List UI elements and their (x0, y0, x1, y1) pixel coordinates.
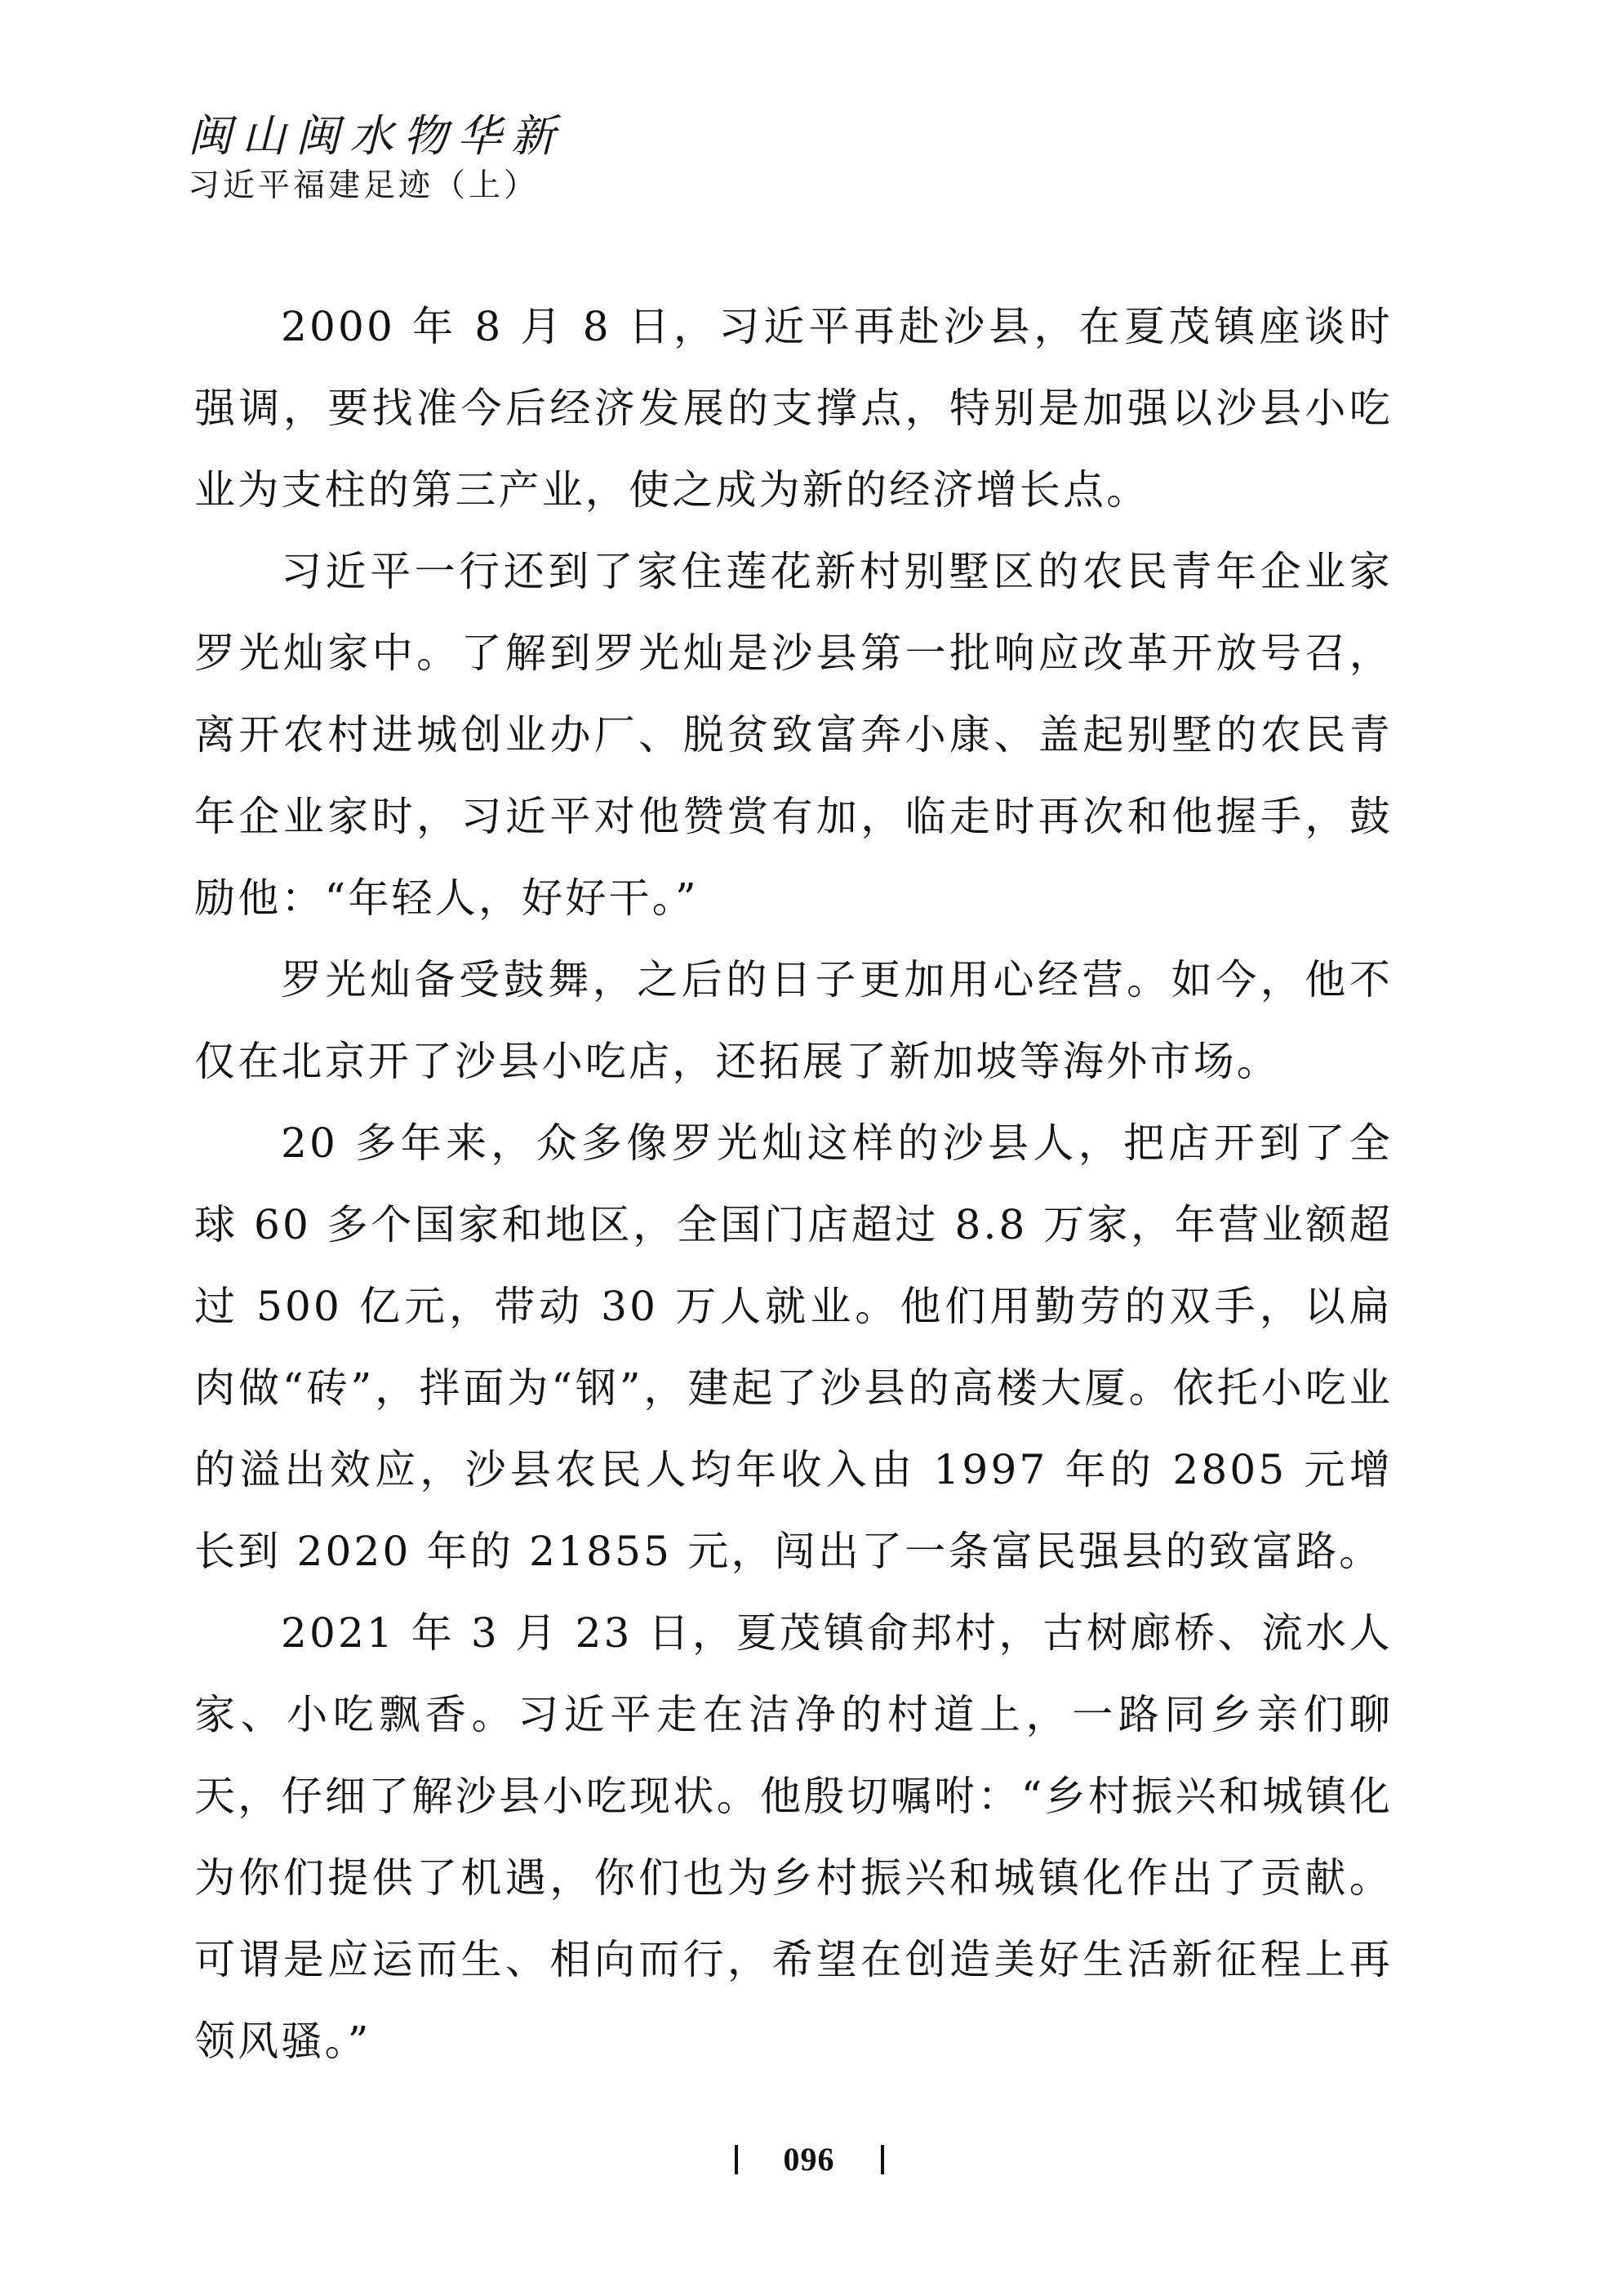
paragraph-1: 2000 年 8 月 8 日，习近平再赴沙县，在夏茂镇座谈时强调，要找准今后经济发展的支撑点，特别是加强以沙县小吃业为支柱的第三产业，使之成为新的经济增长点。 (194, 303, 1393, 514)
paragraph-3: 罗光灿备受鼓舞，之后的日子更加用心经营。如今，他不仅在北京开了沙县小吃店，还拓展了新加坡等海外市场。 (194, 956, 1393, 1085)
folio-left-rule (735, 2145, 738, 2174)
article-body (194, 286, 1393, 2082)
folio-right-rule (881, 2145, 884, 2174)
paragraph-5: 2021 年 3 月 23 日，夏茂镇俞邦村，古树廊桥、流水人家、小吃飘香。习近平走在洁净的村道上，一路同乡亲们聊天，仔细了解沙县小吃现状。他殷切嘱咐：“乡村振兴和城镇化为你们提供了机遇，你们也为乡村振兴和城镇化作出了贡献。可谓是应运而生、相向而行，希望在创造美好生活新征程上再领风骚。” (194, 1609, 1393, 2065)
paragraph-2: 习近平一行还到了家住莲花新村别墅区的农民青年企业家罗光灿家中。了解到罗光灿是沙县第一批响应改革开放号召，离开农村进城创业办厂、脱贫致富奔小康、盖起别墅的农民青年企业家时，习近平对他赞赏有加，临走时再次和他握手，鼓励他：“年轻人，好好干。” (194, 548, 1393, 922)
page-footer (0, 2135, 1618, 2184)
book-title: 闽山闽水物华新 (188, 110, 565, 162)
page-number: 096 (783, 2141, 835, 2178)
paragraph-4: 20 多年来，众多像罗光灿这样的沙县人，把店开到了全球 60 多个国家和地区，全国门店超过 8.8 万家，年营业额超过 500 亿元，带动 30 万人就业。他们用勤劳的双手，以扁肉做“砖”，拌面为“钢”，建起了沙县的高楼大厦。依托小吃业的溢出效应，沙县农民人均年收入由 1997 年的 2805 元增长到 2020 年的 21855 元，闯出了一条富民强县的致富路。 (194, 1119, 1393, 1575)
running-header (188, 108, 922, 209)
book-subtitle: 习近平福建足迹（上） (188, 167, 540, 204)
